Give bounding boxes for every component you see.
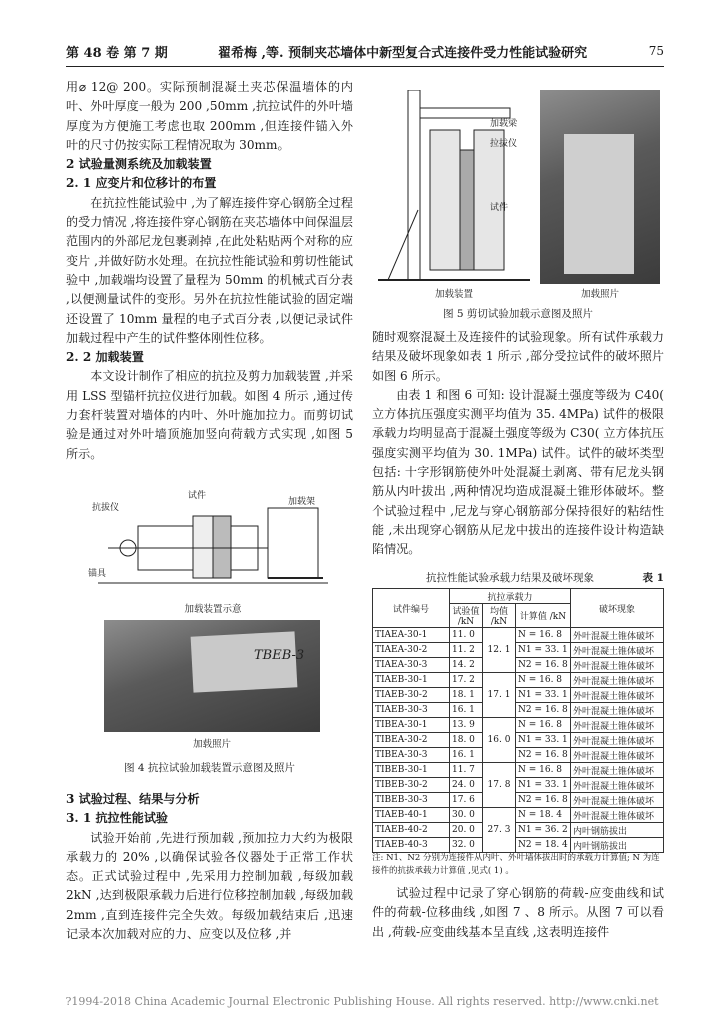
col-specimen: 试件编号	[373, 589, 450, 628]
label-frame: 加载架	[288, 497, 316, 507]
subsection-heading: 2. 2 加载装置	[66, 350, 144, 365]
label-puller: 拉拔仪	[490, 139, 518, 149]
table-cell: TIAEB-30-2	[373, 688, 450, 703]
table-row	[373, 688, 664, 703]
header-rule	[66, 66, 664, 67]
journal-issue: 第 48 卷 第 7 期	[66, 46, 168, 61]
results-table	[372, 588, 664, 853]
label-specimen: 试件	[490, 203, 509, 213]
figure-5-caption: 图 5 剪切试验加载示意图及照片	[443, 308, 593, 320]
table-label: 表 1	[642, 572, 664, 584]
table-row	[373, 658, 664, 673]
label-frame: 加载梁	[490, 119, 518, 129]
table-cell: TIBEB-30-1	[373, 763, 450, 778]
table-cell: TIAEB-40-1	[373, 808, 450, 823]
table-cell: 11. 0	[450, 628, 483, 643]
table-cell: 18. 1	[450, 688, 483, 703]
table-cell: 外叶混凝土锥体破坏	[571, 748, 664, 763]
figure-4-caption: 图 4 抗拉试验加载装置示意图及照片	[124, 762, 295, 774]
table-cell: 外叶混凝土锥体破坏	[571, 718, 664, 733]
table-cell: TIAEB-40-3	[373, 838, 450, 853]
table-cell: 17. 8	[483, 763, 516, 808]
photo-specimen-block	[564, 134, 634, 274]
table-cell: 外叶混凝土锥体破坏	[571, 808, 664, 823]
table-cell: 外叶混凝土锥体破坏	[571, 733, 664, 748]
table-cell: 24. 0	[450, 778, 483, 793]
col-test: 试验值 /kN	[450, 604, 483, 628]
table-cell: N = 16. 8	[516, 628, 571, 643]
table-cell: TIAEB-40-2	[373, 823, 450, 838]
table-cell: N2 = 16. 8	[516, 793, 571, 808]
table-cell: N1 = 33. 1	[516, 778, 571, 793]
table-cell: 外叶混凝土锥体破坏	[571, 703, 664, 718]
table-cell: N = 18. 4	[516, 808, 571, 823]
table-row	[373, 838, 664, 853]
figure-4-diagram	[88, 488, 338, 598]
paragraph: 本文设计制作了相应的抗拉及剪力加载装置 ,并采用 LSS 型锚杆抗拉仪进行加载。如图 4 所示 ,通过传力套杆装置对墙体的内叶、外叶施加拉力。而剪切试验是通过对外叶墙顶施加竖向荷载方式实现 ,如图 5 所示。	[66, 369, 353, 461]
table-cell: 内叶钢筋拔出	[571, 838, 664, 853]
table-cell: 外叶混凝土锥体破坏	[571, 658, 664, 673]
label-anchor: 锚具	[88, 569, 107, 579]
table-row	[373, 718, 664, 733]
figure-4-photo	[104, 620, 320, 732]
paragraph: 试验开始前 ,先进行预加载 ,预加拉力大约为极限承载力的 20% ,以确保试验各仪器处于正常工作状态。正式试验过程中 ,先采用力控制加载 ,每级加载 2kN ,达到极限承载力后进行位移控制加载 ,每级加载 2mm ,直到连接件完全失效。每级加载结束后 ,迅速记录本次加载对应的力、应变以及位移 ,并	[66, 830, 353, 942]
table-cell: 27. 3	[483, 808, 516, 853]
table-cell: 16. 0	[483, 718, 516, 763]
paragraph: 在抗拉性能试验中 ,为了解连接件穿心钢筋全过程的受力情况 ,将连接件穿心钢筋在夹芯墙体中间保温层范围内的外部尼龙包裹剥掉 ,在此处粘贴两个对称的应变片 ,并做好防水处理。在抗拉性能试验和剪切性能试验中 ,加载端均设置了量程为 50mm 的机械式百分表 ,以便测量试件的变形。另外在抗拉性能试验的固定端还设置了 10mm 量程的电子式百分表 ,以便记录试件加载过程中产生的试件整体刚性位移。	[66, 195, 353, 345]
table-row	[373, 823, 664, 838]
copyright-footer: ?1994-2018 China Academic Journal Electronic Publishing House. All rights reserved. http://www.cnki.net	[65, 995, 659, 1008]
table-cell: 16. 1	[450, 748, 483, 763]
table-row	[373, 703, 664, 718]
table-cell: 内叶钢筋拔出	[571, 823, 664, 838]
table-cell: 13. 9	[450, 718, 483, 733]
table-row	[373, 673, 664, 688]
page-number: 75	[648, 44, 664, 58]
table-cell: TIAEA-30-2	[373, 643, 450, 658]
table-cell: 17. 1	[483, 673, 516, 718]
table-row	[373, 778, 664, 793]
table-cell: N = 16. 8	[516, 718, 571, 733]
table-cell: 11. 2	[450, 643, 483, 658]
photo-specimen-label: TBEB-3	[254, 648, 305, 663]
figure-5-sub2: 加载照片	[580, 289, 619, 300]
table-cell: 18. 0	[450, 733, 483, 748]
table-cell: N = 16. 8	[516, 673, 571, 688]
table-cell: N2 = 16. 8	[516, 658, 571, 673]
table-row	[373, 628, 664, 643]
paragraph: 由表 1 和图 6 可知: 设计混凝土强度等级为 C40( 立方体抗压强度实测平均值为 35. 4MPa) 试件的极限承载力均明显高于混凝土强度等级为 C30( 立方体抗压强度实测平均值为 30. 1MPa) 试件。试件的破坏类型包括: 十字形钢筋使外叶处混凝土剥离、带有尼龙头钢筋从内叶拔出 ,两种情况均造成混凝土锥形体破坏。整个试验过程中 ,尼龙与穿心钢筋部分保持很好的粘结性能 ,未出现穿心钢筋从尼龙中拔出的连接件设计构造缺陷情况。	[372, 387, 664, 557]
table-cell: 12. 1	[483, 628, 516, 673]
table-1	[372, 588, 664, 853]
table-cell: 17. 6	[450, 793, 483, 808]
subsection-heading: 3. 1 抗拉性能试验	[66, 811, 169, 826]
table-cell: N1 = 33. 1	[516, 688, 571, 703]
table-cell: N = 16. 8	[516, 763, 571, 778]
table-cell: N2 = 16. 8	[516, 748, 571, 763]
label-puller: 抗拔仪	[92, 503, 120, 513]
left-column-bottom	[66, 790, 353, 944]
figure-4-sub2: 加载照片	[192, 739, 231, 750]
figure-5-photo	[540, 90, 660, 284]
col-failure: 破坏现象	[571, 589, 664, 628]
table-cell: 32. 0	[450, 838, 483, 853]
table-cell: TIAEA-30-1	[373, 628, 450, 643]
figure-5-diagram	[378, 90, 530, 284]
table-cell: 外叶混凝土锥体破坏	[571, 793, 664, 808]
right-column-bottom	[372, 884, 664, 942]
table-row	[373, 808, 664, 823]
table-cell: 14. 2	[450, 658, 483, 673]
paragraph: 随时观察混凝土及连接件的试验现象。所有试件承载力结果及破坏现象如表 1 所示 ,部分受拉试件的破坏照片如图 6 所示。	[372, 330, 664, 383]
table-title: 抗拉性能试验承载力结果及破坏现象	[426, 572, 594, 584]
table-cell: 11. 7	[450, 763, 483, 778]
table-cell: 外叶混凝土锥体破坏	[571, 778, 664, 793]
table-cell: N2 = 16. 8	[516, 703, 571, 718]
table-cell: TIBEB-30-2	[373, 778, 450, 793]
table-cell: TIBEA-30-1	[373, 718, 450, 733]
paragraph: 试验过程中记录了穿心钢筋的荷载-应变曲线和试件的荷载-位移曲线 ,如图 7 、8 所示。从图 7 可以看出 ,荷载-应变曲线基本呈直线 ,这表明连接件	[372, 886, 664, 939]
running-header	[66, 42, 664, 64]
table-row	[373, 793, 664, 808]
table-cell: TIBEA-30-2	[373, 733, 450, 748]
table-cell: 17. 2	[450, 673, 483, 688]
figure-5-sub1: 加载装置	[434, 289, 473, 300]
table-row	[373, 763, 664, 778]
right-column-text	[372, 328, 664, 560]
table-cell: 外叶混凝土锥体破坏	[571, 673, 664, 688]
col-calc: 计算值 /kN	[516, 604, 571, 628]
article-running-title: 翟希梅 ,等. 预制夹芯墙体中新型复合式连接件受力性能试验研究	[218, 46, 588, 61]
table-cell: TIAEB-30-3	[373, 703, 450, 718]
figure-4-sub1: 加载装置示意	[184, 604, 242, 615]
section-heading: 3 试验过程、结果与分析	[66, 792, 200, 806]
table-cell: 外叶混凝土锥体破坏	[571, 763, 664, 778]
col-group-capacity: 抗拉承载力	[450, 589, 571, 604]
subsection-heading: 2. 1 应变片和位移计的布置	[66, 176, 217, 191]
table-note: 注: N1、N2 分别为连接件从内叶、外叶墙体拔出时的承载力计算值; N 为连接件的抗拔承载力计算值 ,见式( 1) 。	[372, 853, 660, 876]
table-row	[373, 643, 664, 658]
table-cell: N2 = 18. 4	[516, 838, 571, 853]
table-cell: N1 = 36. 2	[516, 823, 571, 838]
table-cell: 16. 1	[450, 703, 483, 718]
table-cell: 30. 0	[450, 808, 483, 823]
col-mean: 均值 /kN	[483, 604, 516, 628]
left-column-top	[66, 78, 353, 464]
section-heading: 2 试验量测系统及加载装置	[66, 157, 212, 172]
paragraph: 用⌀ 12@ 200。实际预制混凝土夹芯保温墙体的内叶、外叶厚度一般为 200 ,50mm ,抗拉试件的外叶墙厚度为方便施工考虑也取 200mm ,但连接件锚入外叶的尺寸仍按实际工程情况取为 30mm。	[66, 80, 353, 152]
table-cell: TIAEA-30-3	[373, 658, 450, 673]
table-cell: N1 = 33. 1	[516, 643, 571, 658]
table-cell: 外叶混凝土锥体破坏	[571, 688, 664, 703]
table-cell: TIBEB-30-3	[373, 793, 450, 808]
table-cell: 外叶混凝土锥体破坏	[571, 643, 664, 658]
table-cell: 外叶混凝土锥体破坏	[571, 628, 664, 643]
table-cell: TIAEB-30-1	[373, 673, 450, 688]
table-cell: 20. 0	[450, 823, 483, 838]
table-row	[373, 748, 664, 763]
table-cell: N1 = 33. 1	[516, 733, 571, 748]
table-row	[373, 733, 664, 748]
table-cell: TIBEA-30-3	[373, 748, 450, 763]
label-specimen: 试件	[188, 491, 207, 501]
